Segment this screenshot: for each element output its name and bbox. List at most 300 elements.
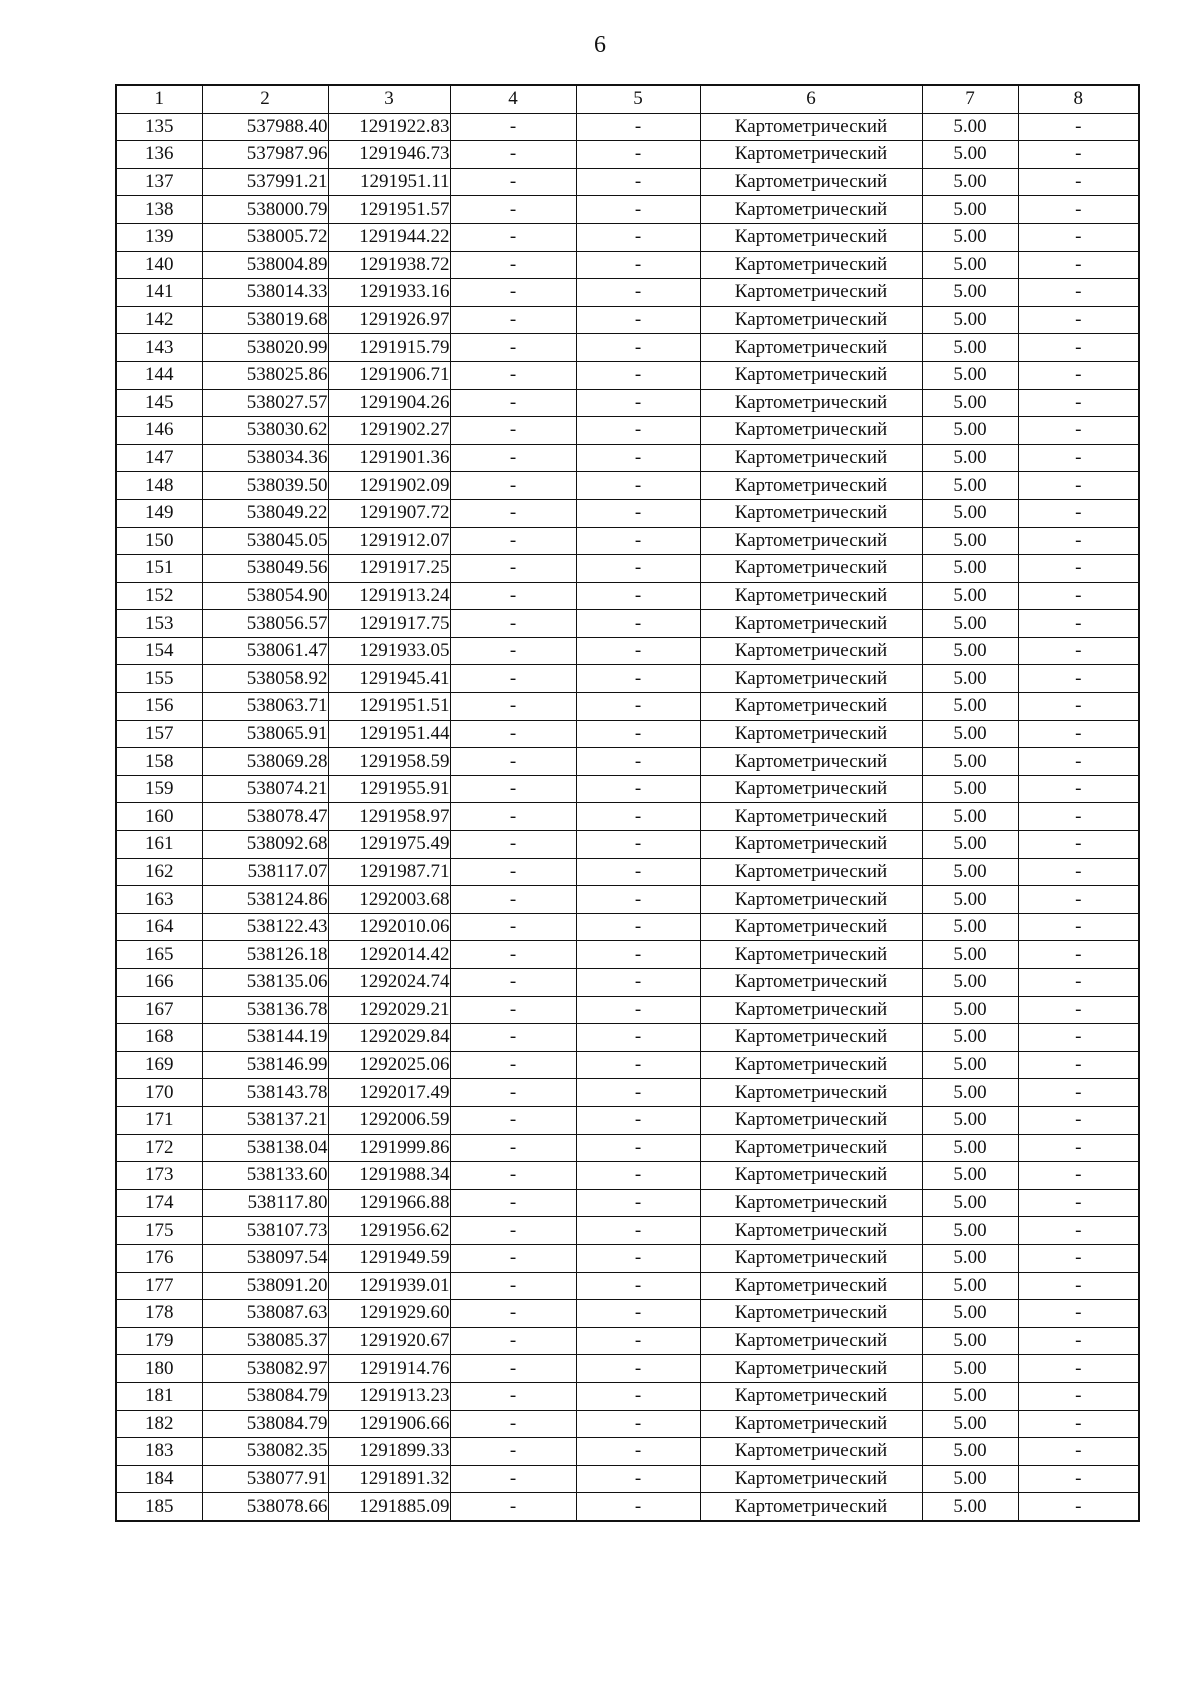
column-5-cell: - xyxy=(576,1162,700,1190)
accuracy-cell: 5.00 xyxy=(922,748,1018,776)
column-5-cell: - xyxy=(576,251,700,279)
column-5-cell: - xyxy=(576,1079,700,1107)
table-row xyxy=(116,1051,1139,1079)
accuracy-cell: 5.00 xyxy=(922,1382,1018,1410)
point-number-cell: 179 xyxy=(116,1327,202,1355)
column-5-cell: - xyxy=(576,665,700,693)
column-4-cell: - xyxy=(450,361,576,389)
table-row xyxy=(116,913,1139,941)
method-cell: Картометрический xyxy=(700,1134,922,1162)
table-row xyxy=(116,720,1139,748)
method-cell: Картометрический xyxy=(700,472,922,500)
method-cell: Картометрический xyxy=(700,831,922,859)
method-cell: Картометрический xyxy=(700,1493,922,1521)
point-number-cell: 148 xyxy=(116,472,202,500)
method-cell: Картометрический xyxy=(700,969,922,997)
accuracy-cell: 5.00 xyxy=(922,941,1018,969)
column-8-cell: - xyxy=(1018,720,1139,748)
point-number-cell: 149 xyxy=(116,499,202,527)
column-4-cell: - xyxy=(450,996,576,1024)
accuracy-cell: 5.00 xyxy=(922,141,1018,169)
y-coordinate-cell: 1291975.49 xyxy=(328,831,450,859)
method-cell: Картометрический xyxy=(700,141,922,169)
x-coordinate-cell: 538107.73 xyxy=(202,1217,328,1245)
column-header: 3 xyxy=(328,85,450,113)
y-coordinate-cell: 1291951.57 xyxy=(328,196,450,224)
column-5-cell: - xyxy=(576,831,700,859)
accuracy-cell: 5.00 xyxy=(922,1438,1018,1466)
point-number-cell: 143 xyxy=(116,334,202,362)
method-cell: Картометрический xyxy=(700,1244,922,1272)
method-cell: Картометрический xyxy=(700,582,922,610)
x-coordinate-cell: 538069.28 xyxy=(202,748,328,776)
column-5-cell: - xyxy=(576,1272,700,1300)
y-coordinate-cell: 1291938.72 xyxy=(328,251,450,279)
table-row xyxy=(116,1493,1139,1521)
column-8-cell: - xyxy=(1018,223,1139,251)
point-number-cell: 154 xyxy=(116,637,202,665)
column-8-cell: - xyxy=(1018,1189,1139,1217)
method-cell: Картометрический xyxy=(700,913,922,941)
y-coordinate-cell: 1291944.22 xyxy=(328,223,450,251)
column-5-cell: - xyxy=(576,1355,700,1383)
y-coordinate-cell: 1291939.01 xyxy=(328,1272,450,1300)
point-number-cell: 138 xyxy=(116,196,202,224)
x-coordinate-cell: 538133.60 xyxy=(202,1162,328,1190)
x-coordinate-cell: 538045.05 xyxy=(202,527,328,555)
method-cell: Картометрический xyxy=(700,223,922,251)
column-4-cell: - xyxy=(450,334,576,362)
method-cell: Картометрический xyxy=(700,775,922,803)
x-coordinate-cell: 538122.43 xyxy=(202,913,328,941)
method-cell: Картометрический xyxy=(700,1162,922,1190)
column-4-cell: - xyxy=(450,858,576,886)
y-coordinate-cell: 1291999.86 xyxy=(328,1134,450,1162)
table-row xyxy=(116,1162,1139,1190)
column-8-cell: - xyxy=(1018,444,1139,472)
method-cell: Картометрический xyxy=(700,803,922,831)
x-coordinate-cell: 538061.47 xyxy=(202,637,328,665)
column-8-cell: - xyxy=(1018,941,1139,969)
method-cell: Картометрический xyxy=(700,1327,922,1355)
table-row xyxy=(116,306,1139,334)
column-4-cell: - xyxy=(450,1244,576,1272)
method-cell: Картометрический xyxy=(700,389,922,417)
x-coordinate-cell: 538146.99 xyxy=(202,1051,328,1079)
point-number-cell: 156 xyxy=(116,693,202,721)
column-5-cell: - xyxy=(576,720,700,748)
y-coordinate-cell: 1291920.67 xyxy=(328,1327,450,1355)
accuracy-cell: 5.00 xyxy=(922,1493,1018,1521)
column-5-cell: - xyxy=(576,1382,700,1410)
page-number: 6 xyxy=(594,32,606,58)
column-8-cell: - xyxy=(1018,582,1139,610)
table-row xyxy=(116,1217,1139,1245)
column-8-cell: - xyxy=(1018,168,1139,196)
column-4-cell: - xyxy=(450,1051,576,1079)
table-row xyxy=(116,1134,1139,1162)
point-number-cell: 166 xyxy=(116,969,202,997)
y-coordinate-cell: 1291906.71 xyxy=(328,361,450,389)
x-coordinate-cell: 538005.72 xyxy=(202,223,328,251)
column-5-cell: - xyxy=(576,1106,700,1134)
x-coordinate-cell: 538078.47 xyxy=(202,803,328,831)
accuracy-cell: 5.00 xyxy=(922,1244,1018,1272)
column-5-cell: - xyxy=(576,1024,700,1052)
column-8-cell: - xyxy=(1018,113,1139,141)
column-4-cell: - xyxy=(450,1410,576,1438)
point-number-cell: 175 xyxy=(116,1217,202,1245)
method-cell: Картометрический xyxy=(700,499,922,527)
y-coordinate-cell: 1292003.68 xyxy=(328,886,450,914)
y-coordinate-cell: 1291917.75 xyxy=(328,610,450,638)
y-coordinate-cell: 1291913.23 xyxy=(328,1382,450,1410)
y-coordinate-cell: 1291955.91 xyxy=(328,775,450,803)
column-4-cell: - xyxy=(450,417,576,445)
method-cell: Картометрический xyxy=(700,1382,922,1410)
table-row xyxy=(116,555,1139,583)
y-coordinate-cell: 1291933.05 xyxy=(328,637,450,665)
column-8-cell: - xyxy=(1018,527,1139,555)
column-4-cell: - xyxy=(450,168,576,196)
table-row xyxy=(116,499,1139,527)
table-row xyxy=(116,1106,1139,1134)
column-5-cell: - xyxy=(576,1493,700,1521)
y-coordinate-cell: 1291902.09 xyxy=(328,472,450,500)
y-coordinate-cell: 1292010.06 xyxy=(328,913,450,941)
table-row xyxy=(116,196,1139,224)
table-row xyxy=(116,1300,1139,1328)
column-8-cell: - xyxy=(1018,361,1139,389)
column-5-cell: - xyxy=(576,1244,700,1272)
column-header: 8 xyxy=(1018,85,1139,113)
column-4-cell: - xyxy=(450,775,576,803)
table-row xyxy=(116,582,1139,610)
column-4-cell: - xyxy=(450,472,576,500)
column-header: 6 xyxy=(700,85,922,113)
point-number-cell: 155 xyxy=(116,665,202,693)
column-4-cell: - xyxy=(450,693,576,721)
column-8-cell: - xyxy=(1018,803,1139,831)
column-5-cell: - xyxy=(576,168,700,196)
y-coordinate-cell: 1291917.25 xyxy=(328,555,450,583)
column-8-cell: - xyxy=(1018,251,1139,279)
column-5-cell: - xyxy=(576,389,700,417)
point-number-cell: 167 xyxy=(116,996,202,1024)
table-row xyxy=(116,1465,1139,1493)
point-number-cell: 142 xyxy=(116,306,202,334)
y-coordinate-cell: 1291885.09 xyxy=(328,1493,450,1521)
point-number-cell: 182 xyxy=(116,1410,202,1438)
method-cell: Картометрический xyxy=(700,610,922,638)
column-4-cell: - xyxy=(450,665,576,693)
column-8-cell: - xyxy=(1018,748,1139,776)
x-coordinate-cell: 538091.20 xyxy=(202,1272,328,1300)
column-8-cell: - xyxy=(1018,665,1139,693)
column-4-cell: - xyxy=(450,886,576,914)
point-number-cell: 173 xyxy=(116,1162,202,1190)
column-8-cell: - xyxy=(1018,389,1139,417)
column-5-cell: - xyxy=(576,775,700,803)
x-coordinate-cell: 538087.63 xyxy=(202,1300,328,1328)
column-8-cell: - xyxy=(1018,1438,1139,1466)
y-coordinate-cell: 1291912.07 xyxy=(328,527,450,555)
column-5-cell: - xyxy=(576,1410,700,1438)
column-5-cell: - xyxy=(576,913,700,941)
accuracy-cell: 5.00 xyxy=(922,803,1018,831)
column-4-cell: - xyxy=(450,637,576,665)
accuracy-cell: 5.00 xyxy=(922,720,1018,748)
column-5-cell: - xyxy=(576,499,700,527)
table-row xyxy=(116,637,1139,665)
y-coordinate-cell: 1291988.34 xyxy=(328,1162,450,1190)
method-cell: Картометрический xyxy=(700,279,922,307)
column-4-cell: - xyxy=(450,1134,576,1162)
x-coordinate-cell: 538136.78 xyxy=(202,996,328,1024)
x-coordinate-cell: 538027.57 xyxy=(202,389,328,417)
column-8-cell: - xyxy=(1018,196,1139,224)
point-number-cell: 184 xyxy=(116,1465,202,1493)
accuracy-cell: 5.00 xyxy=(922,913,1018,941)
accuracy-cell: 5.00 xyxy=(922,389,1018,417)
accuracy-cell: 5.00 xyxy=(922,1189,1018,1217)
point-number-cell: 146 xyxy=(116,417,202,445)
y-coordinate-cell: 1291956.62 xyxy=(328,1217,450,1245)
method-cell: Картометрический xyxy=(700,693,922,721)
table-row xyxy=(116,1327,1139,1355)
column-8-cell: - xyxy=(1018,637,1139,665)
coordinates-table xyxy=(115,84,1140,1522)
method-cell: Картометрический xyxy=(700,720,922,748)
x-coordinate-cell: 538085.37 xyxy=(202,1327,328,1355)
column-8-cell: - xyxy=(1018,775,1139,803)
accuracy-cell: 5.00 xyxy=(922,1217,1018,1245)
y-coordinate-cell: 1291915.79 xyxy=(328,334,450,362)
accuracy-cell: 5.00 xyxy=(922,196,1018,224)
y-coordinate-cell: 1291926.97 xyxy=(328,306,450,334)
method-cell: Картометрический xyxy=(700,637,922,665)
accuracy-cell: 5.00 xyxy=(922,472,1018,500)
column-4-cell: - xyxy=(450,1355,576,1383)
x-coordinate-cell: 538056.57 xyxy=(202,610,328,638)
y-coordinate-cell: 1291946.73 xyxy=(328,141,450,169)
column-5-cell: - xyxy=(576,1300,700,1328)
x-coordinate-cell: 537988.40 xyxy=(202,113,328,141)
column-8-cell: - xyxy=(1018,913,1139,941)
x-coordinate-cell: 538092.68 xyxy=(202,831,328,859)
method-cell: Картометрический xyxy=(700,941,922,969)
method-cell: Картометрический xyxy=(700,1217,922,1245)
point-number-cell: 164 xyxy=(116,913,202,941)
y-coordinate-cell: 1292029.21 xyxy=(328,996,450,1024)
point-number-cell: 136 xyxy=(116,141,202,169)
column-header: 7 xyxy=(922,85,1018,113)
header-row xyxy=(116,85,1139,113)
column-4-cell: - xyxy=(450,196,576,224)
accuracy-cell: 5.00 xyxy=(922,1410,1018,1438)
table-row xyxy=(116,1355,1139,1383)
method-cell: Картометрический xyxy=(700,444,922,472)
column-5-cell: - xyxy=(576,417,700,445)
column-4-cell: - xyxy=(450,1382,576,1410)
column-8-cell: - xyxy=(1018,1355,1139,1383)
x-coordinate-cell: 538034.36 xyxy=(202,444,328,472)
y-coordinate-cell: 1291958.59 xyxy=(328,748,450,776)
point-number-cell: 168 xyxy=(116,1024,202,1052)
x-coordinate-cell: 538020.99 xyxy=(202,334,328,362)
method-cell: Картометрический xyxy=(700,858,922,886)
column-4-cell: - xyxy=(450,610,576,638)
column-8-cell: - xyxy=(1018,306,1139,334)
point-number-cell: 165 xyxy=(116,941,202,969)
table-row xyxy=(116,472,1139,500)
y-coordinate-cell: 1291987.71 xyxy=(328,858,450,886)
column-8-cell: - xyxy=(1018,499,1139,527)
accuracy-cell: 5.00 xyxy=(922,1134,1018,1162)
point-number-cell: 140 xyxy=(116,251,202,279)
column-5-cell: - xyxy=(576,444,700,472)
column-5-cell: - xyxy=(576,803,700,831)
table-row xyxy=(116,969,1139,997)
column-4-cell: - xyxy=(450,1024,576,1052)
column-5-cell: - xyxy=(576,996,700,1024)
column-5-cell: - xyxy=(576,1051,700,1079)
column-4-cell: - xyxy=(450,1327,576,1355)
accuracy-cell: 5.00 xyxy=(922,858,1018,886)
x-coordinate-cell: 538030.62 xyxy=(202,417,328,445)
table-row xyxy=(116,223,1139,251)
method-cell: Картометрический xyxy=(700,527,922,555)
accuracy-cell: 5.00 xyxy=(922,1272,1018,1300)
accuracy-cell: 5.00 xyxy=(922,1079,1018,1107)
point-number-cell: 150 xyxy=(116,527,202,555)
x-coordinate-cell: 538143.78 xyxy=(202,1079,328,1107)
point-number-cell: 180 xyxy=(116,1355,202,1383)
column-5-cell: - xyxy=(576,1189,700,1217)
table-row xyxy=(116,610,1139,638)
method-cell: Картометрический xyxy=(700,886,922,914)
column-4-cell: - xyxy=(450,1438,576,1466)
column-5-cell: - xyxy=(576,610,700,638)
point-number-cell: 151 xyxy=(116,555,202,583)
column-8-cell: - xyxy=(1018,334,1139,362)
column-5-cell: - xyxy=(576,527,700,555)
column-5-cell: - xyxy=(576,141,700,169)
point-number-cell: 139 xyxy=(116,223,202,251)
point-number-cell: 172 xyxy=(116,1134,202,1162)
column-8-cell: - xyxy=(1018,1106,1139,1134)
y-coordinate-cell: 1291945.41 xyxy=(328,665,450,693)
y-coordinate-cell: 1292006.59 xyxy=(328,1106,450,1134)
table-body xyxy=(116,113,1139,1521)
y-coordinate-cell: 1291966.88 xyxy=(328,1189,450,1217)
x-coordinate-cell: 538074.21 xyxy=(202,775,328,803)
x-coordinate-cell: 538063.71 xyxy=(202,693,328,721)
method-cell: Картометрический xyxy=(700,1465,922,1493)
column-4-cell: - xyxy=(450,1079,576,1107)
x-coordinate-cell: 538014.33 xyxy=(202,279,328,307)
accuracy-cell: 5.00 xyxy=(922,555,1018,583)
accuracy-cell: 5.00 xyxy=(922,693,1018,721)
column-8-cell: - xyxy=(1018,417,1139,445)
table-row xyxy=(116,168,1139,196)
column-5-cell: - xyxy=(576,858,700,886)
column-8-cell: - xyxy=(1018,1410,1139,1438)
x-coordinate-cell: 538082.35 xyxy=(202,1438,328,1466)
column-4-cell: - xyxy=(450,444,576,472)
column-header: 5 xyxy=(576,85,700,113)
x-coordinate-cell: 538126.18 xyxy=(202,941,328,969)
x-coordinate-cell: 538137.21 xyxy=(202,1106,328,1134)
x-coordinate-cell: 538084.79 xyxy=(202,1382,328,1410)
x-coordinate-cell: 538025.86 xyxy=(202,361,328,389)
column-8-cell: - xyxy=(1018,1217,1139,1245)
y-coordinate-cell: 1292025.06 xyxy=(328,1051,450,1079)
table-row xyxy=(116,361,1139,389)
x-coordinate-cell: 538019.68 xyxy=(202,306,328,334)
column-8-cell: - xyxy=(1018,279,1139,307)
table-row xyxy=(116,1079,1139,1107)
method-cell: Картометрический xyxy=(700,113,922,141)
column-5-cell: - xyxy=(576,637,700,665)
column-5-cell: - xyxy=(576,969,700,997)
method-cell: Картометрический xyxy=(700,665,922,693)
accuracy-cell: 5.00 xyxy=(922,1051,1018,1079)
column-8-cell: - xyxy=(1018,996,1139,1024)
method-cell: Картометрический xyxy=(700,417,922,445)
point-number-cell: 163 xyxy=(116,886,202,914)
y-coordinate-cell: 1291907.72 xyxy=(328,499,450,527)
point-number-cell: 170 xyxy=(116,1079,202,1107)
column-4-cell: - xyxy=(450,499,576,527)
x-coordinate-cell: 538054.90 xyxy=(202,582,328,610)
y-coordinate-cell: 1291904.26 xyxy=(328,389,450,417)
y-coordinate-cell: 1291906.66 xyxy=(328,1410,450,1438)
column-8-cell: - xyxy=(1018,1134,1139,1162)
table-row xyxy=(116,996,1139,1024)
column-header: 1 xyxy=(116,85,202,113)
column-5-cell: - xyxy=(576,361,700,389)
method-cell: Картометрический xyxy=(700,168,922,196)
column-5-cell: - xyxy=(576,279,700,307)
column-5-cell: - xyxy=(576,306,700,334)
table-row xyxy=(116,941,1139,969)
point-number-cell: 158 xyxy=(116,748,202,776)
table-row xyxy=(116,1244,1139,1272)
point-number-cell: 161 xyxy=(116,831,202,859)
accuracy-cell: 5.00 xyxy=(922,417,1018,445)
table-row xyxy=(116,1189,1139,1217)
column-5-cell: - xyxy=(576,1327,700,1355)
table-row xyxy=(116,858,1139,886)
column-4-cell: - xyxy=(450,582,576,610)
accuracy-cell: 5.00 xyxy=(922,886,1018,914)
accuracy-cell: 5.00 xyxy=(922,251,1018,279)
method-cell: Картометрический xyxy=(700,996,922,1024)
column-4-cell: - xyxy=(450,389,576,417)
y-coordinate-cell: 1291958.97 xyxy=(328,803,450,831)
column-5-cell: - xyxy=(576,1217,700,1245)
method-cell: Картометрический xyxy=(700,1438,922,1466)
column-header: 2 xyxy=(202,85,328,113)
column-5-cell: - xyxy=(576,693,700,721)
x-coordinate-cell: 538049.22 xyxy=(202,499,328,527)
column-8-cell: - xyxy=(1018,1024,1139,1052)
table-row xyxy=(116,1024,1139,1052)
accuracy-cell: 5.00 xyxy=(922,1162,1018,1190)
column-4-cell: - xyxy=(450,720,576,748)
column-5-cell: - xyxy=(576,1134,700,1162)
